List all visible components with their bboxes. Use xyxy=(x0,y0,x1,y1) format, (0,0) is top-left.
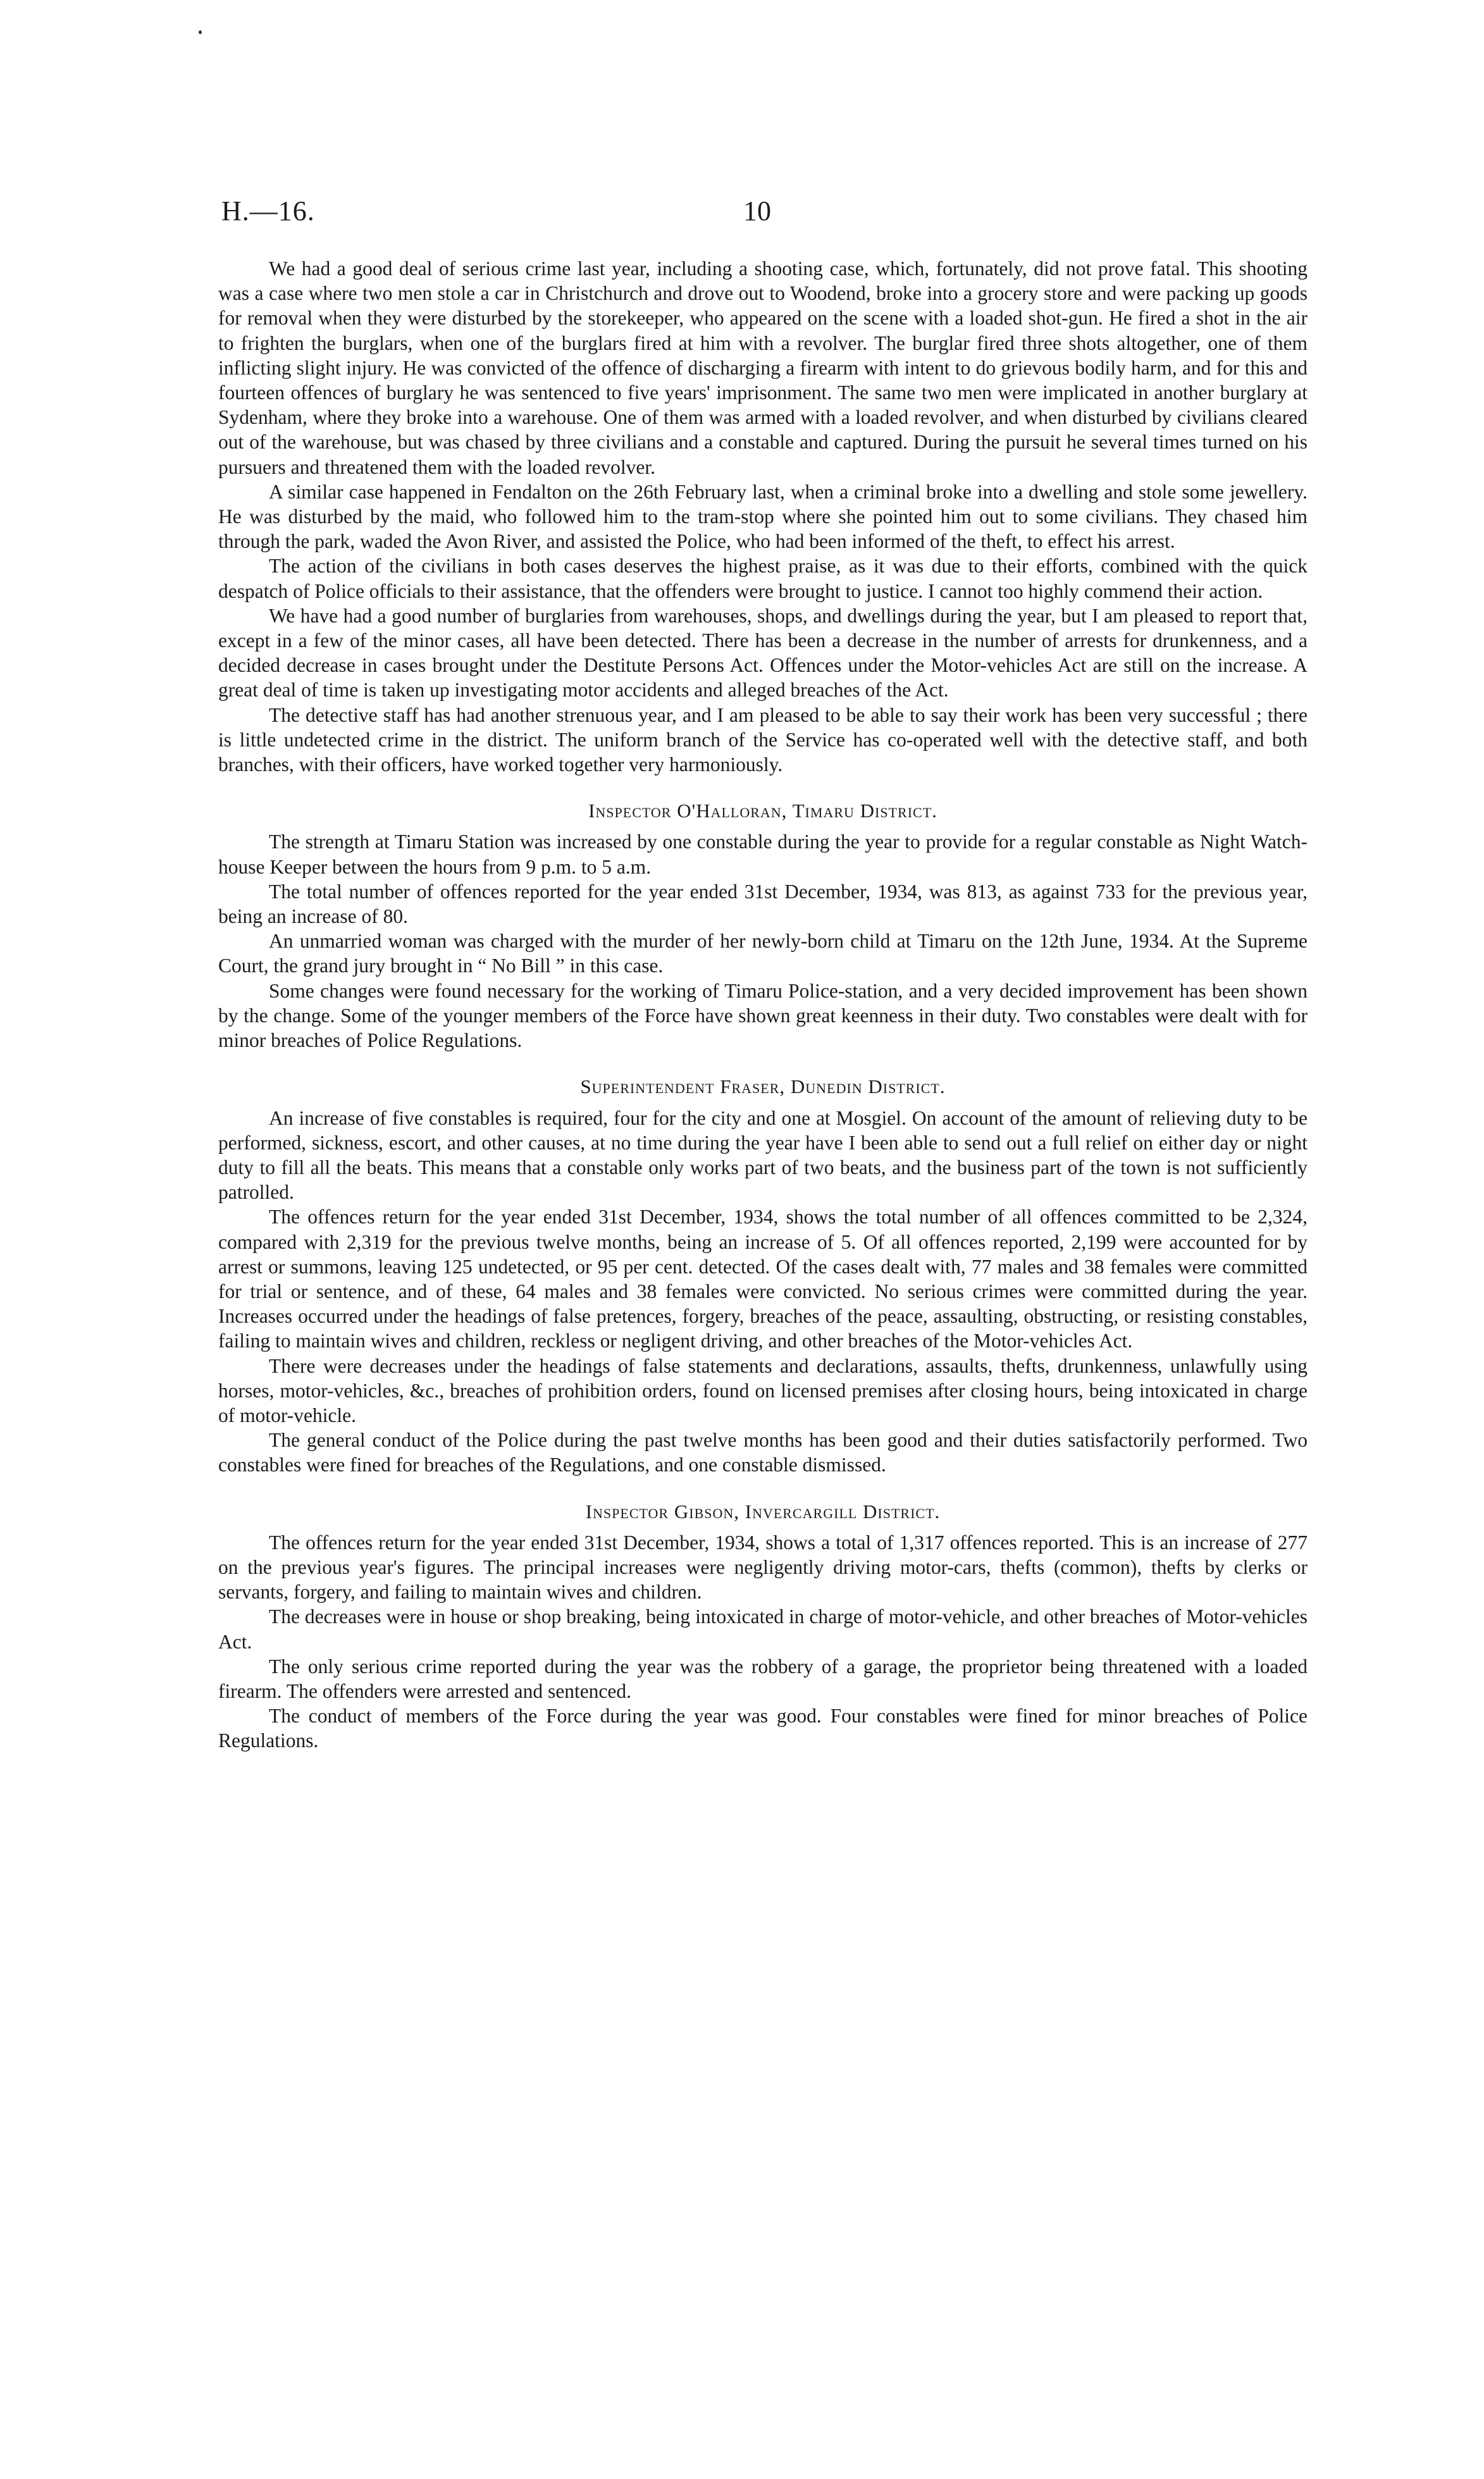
paragraph: We have had a good number of burglaries from warehouses, shops, and dwellings during the year, but I am pleased to report that, except in a few of the minor cases, all have been detected. There has been a decrease in the number of arrests for drunkenness, and a decided decrease in cases brought under the Destitute Persons Act. Offences under the Motor-vehicles Act are still on the increase. A great deal of time is taken up investigating motor accidents and alleged breaches of the Act. xyxy=(218,604,1308,702)
paragraph: Some changes were found necessary for the working of Timaru Police-station, and a very decided improvement has been shown by the change. Some of the younger members of the Force have shown great keenness in their duty. Two constables were dealt with for minor breaches of Police Regulations. xyxy=(218,979,1308,1052)
report-body xyxy=(218,256,1308,1753)
section-heading: Superintendent Fraser, Dunedin District. xyxy=(580,1075,946,1098)
section-timaru xyxy=(218,798,1308,1053)
paragraph: The total number of offences reported for the year ended 31st December, 1934, was 813, as against 733 for the previous year, being an increase of 80. xyxy=(218,880,1308,928)
paragraph: We had a good deal of serious crime last year, including a shooting case, which, fortunately, did not prove fatal. This shooting was a case where two men stole a car in Christchurch and drove out to Woodend, broke into a grocery store and were packing up goods for removal when they were disturbed by the storekeeper, who appeared on the scene with a loaded shot-gun. He fired a shot in the air to frighten the burglars, when one of the burglars fired at him with a revolver. The burglar fired three shots altogether, one of them inflicting slight injury. He was convicted of the offence of discharging a firearm with intent to do grievous bodily harm, and for this and fourteen offences of burglary he was sentenced to five years' imprisonment. The same two men were implicated in another burglary at Sydenham, where they broke into a warehouse. One of them was armed with a loaded revolver, and when disturbed by civilians cleared out of the warehouse, but was chased by three civilians and a constable and captured. During the pursuit he several times turned on his pursuers and threatened them with the loaded revolver. xyxy=(218,257,1308,478)
paragraph: An increase of five constables is required, four for the city and one at Mosgiel. On account of the amount of relieving duty to be performed, sickness, escort, and other causes, at no time during the year have I been able to send out a full relief on either day or night duty to fill all the beats. This means that a constable only works part of two beats, and the business part of the town is not sufficiently patrolled. xyxy=(218,1106,1308,1204)
paragraph: The decreases were in house or shop breaking, being intoxicated in charge of motor-vehicle, and other breaches of Motor-vehicles Act. xyxy=(218,1605,1308,1653)
paragraph: The general conduct of the Police during the past twelve months has been good and their duties satisfactorily performed. Two constables were fined for breaches of the Regulations, and one constable dismissed. xyxy=(218,1429,1308,1476)
paragraph: The offences return for the year ended 31st December, 1934, shows a total of 1,317 offences reported. This is an increase of 277 on the previous year's figures. The principal increases were negligently driving motor-cars, thefts (common), thefts by clerks or servants, forgery, and failing to maintain wives and children. xyxy=(218,1531,1308,1604)
paragraph: A similar case happened in Fendalton on the 26th February last, when a criminal broke into a dwelling and stole some jewellery. He was disturbed by the maid, who followed him to the tram-stop where she pointed him out to some civilians. They chased him through the park, waded the Avon River, and assisted the Police, who had been informed of the theft, to effect his arrest. xyxy=(218,480,1308,553)
paragraph: The action of the civilians in both cases deserves the highest praise, as it was due to their efforts, combined with the quick despatch of Police officials to their assistance, that the offenders were brought to justice. I cannot too highly commend their action. xyxy=(218,555,1308,602)
page-header xyxy=(215,195,1303,233)
section-heading: Inspector Gibson, Invercargill District. xyxy=(585,1500,941,1523)
section-heading: Inspector O'Halloran, Timaru District. xyxy=(588,800,937,822)
paragraph: The offences return for the year ended 31st December, 1934, shows the total number of all offences committed to be 2,324, compared with 2,319 for the previous twelve months, being an increase of 5. Of all offences reported, 2,199 were accounted for by arrest or summons, leaving 125 undetected, or 95 per cent. detected. Of the cases dealt with, 77 males and 38 females were committed for trial or sentence, and of these, 64 males and 38 females were convicted. No serious crimes were committed during the year. Increases occurred under the headings of false pretences, forgery, breaches of the peace, assaulting, obstructing, or resisting constables, failing to maintain wives and children, reckless or negligent driving, and other breaches of the Motor-vehicles Act. xyxy=(218,1206,1308,1352)
paragraph: There were decreases under the headings of false statements and declarations, assaults, thefts, drunkenness, unlawfully using horses, motor-vehicles, &c., breaches of prohibition orders, found on licensed premises after closing hours, being intoxicated in charge of motor-vehicle. xyxy=(218,1354,1308,1426)
scan-mark xyxy=(199,30,202,34)
section-christchurch xyxy=(218,256,1308,777)
section-invercargill xyxy=(218,1499,1308,1753)
paragraph: The detective staff has had another strenuous year, and I am pleased to be able to say their work has been very successful ; there is little undetected crime in the district. The uniform branch of the Service has co-operated well with the detective staff, and both branches, with their officers, have worked together very harmoniously. xyxy=(218,703,1308,776)
paragraph: The strength at Timaru Station was increased by one constable during the year to provide for a regular constable as Night Watch-house Keeper between the hours from 9 p.m. to 5 a.m. xyxy=(218,831,1308,878)
section-dunedin xyxy=(218,1074,1308,1477)
paragraph: An unmarried woman was charged with the murder of her newly-born child at Timaru on the 12th June, 1934. At the Supreme Court, the grand jury brought in “ No Bill ” in this case. xyxy=(218,930,1308,977)
document-code: H.—16. xyxy=(221,195,315,226)
page-number: 10 xyxy=(743,195,771,226)
paragraph: The only serious crime reported during the year was the robbery of a garage, the proprietor being threatened with a loaded firearm. The offenders were arrested and sentenced. xyxy=(218,1655,1308,1702)
paragraph: The conduct of members of the Force during the year was good. Four constables were fined for minor breaches of Police Regulations. xyxy=(218,1705,1308,1752)
